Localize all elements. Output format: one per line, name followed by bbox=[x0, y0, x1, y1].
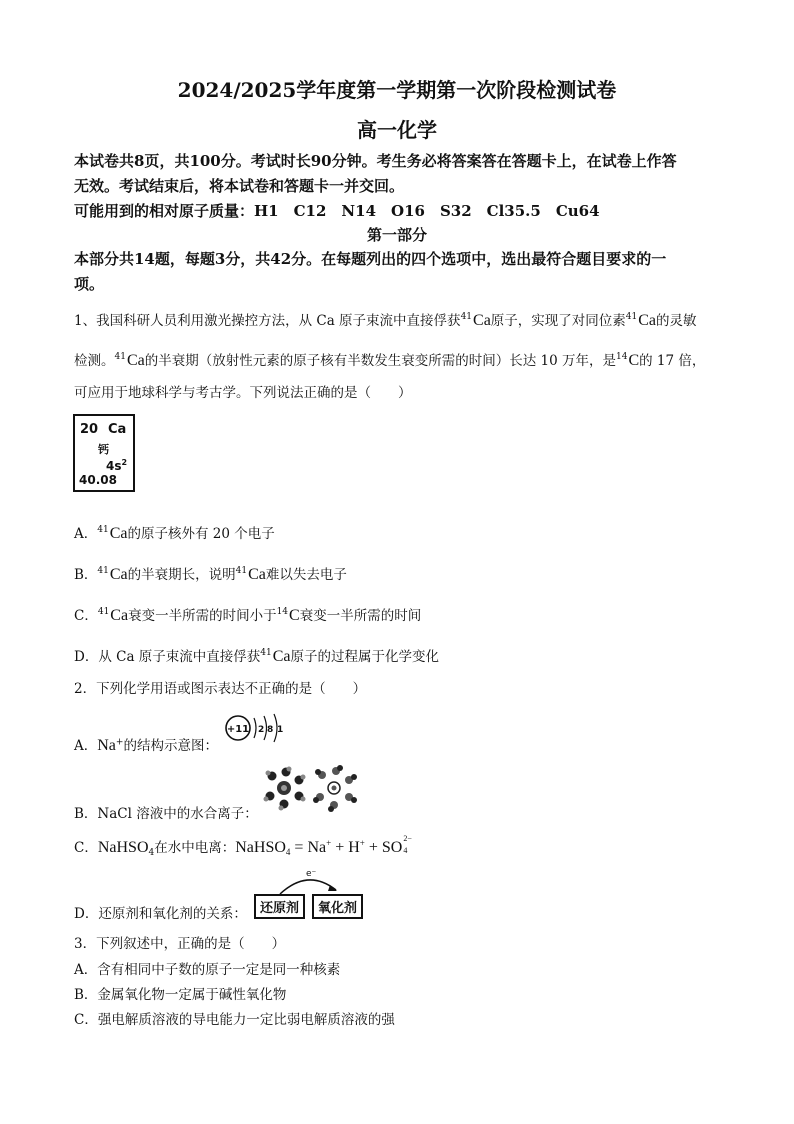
atomic-number: 20 bbox=[80, 422, 99, 437]
q3-option-b[interactable]: B．金属氧化物一定属于碱性氧化物 bbox=[74, 987, 287, 1003]
oxidant-box: 氧化剂 bbox=[312, 894, 363, 919]
c-symbol: C bbox=[628, 352, 640, 369]
ca-symbol: Ca bbox=[110, 607, 129, 624]
option-text: 的原子核外有 20 个电子 bbox=[127, 526, 275, 542]
equation-part: NaHSO bbox=[235, 839, 286, 856]
exam-subject: 高一化学 bbox=[357, 118, 437, 142]
instructions-line-2: 无效。考试结束后，将本试卷和答题卡一并交回。 bbox=[74, 177, 405, 195]
q1-option-d[interactable] bbox=[74, 645, 439, 666]
sulfate-subscript: 4 bbox=[403, 846, 408, 855]
q2-stem: 2．下列化学用语或图示表达不正确的是（ ） bbox=[74, 681, 367, 697]
q1-stem-line-1 bbox=[74, 309, 697, 330]
q2-option-d[interactable]: D．还原剂和氧化剂的关系： bbox=[74, 906, 247, 922]
na-charge: + bbox=[115, 737, 124, 748]
ca-symbol: Ca bbox=[272, 648, 291, 665]
option-text: 衰变一半所需的时间小于 bbox=[128, 608, 277, 624]
iso-41: 41 bbox=[460, 312, 473, 322]
q3-option-c[interactable]: C．强电解质溶液的导电能力一定比弱电解质溶液的强 bbox=[74, 1012, 395, 1028]
hydrated-ions-diagram bbox=[262, 764, 360, 812]
formula: NaHSO bbox=[97, 839, 149, 856]
subscript: 4 bbox=[285, 847, 291, 857]
ca-symbol: Ca bbox=[109, 566, 128, 583]
equation-part: + H bbox=[331, 839, 360, 856]
q1-l1b: 原子，实现了对同位素 bbox=[490, 313, 626, 329]
q3-stem: 3．下列叙述中，正确的是（ ） bbox=[74, 936, 286, 952]
atomic-mass: 40.08 bbox=[79, 473, 117, 487]
ca-symbol: Ca bbox=[126, 352, 145, 369]
iso-14: 14 bbox=[276, 607, 289, 617]
q1-l2b: 的半衰期（放射性元素的原子核有半数发生衰变所需的时间）长达 10 万年，是 bbox=[144, 353, 616, 369]
charge: + bbox=[359, 838, 365, 848]
ca-symbol: Ca bbox=[638, 312, 657, 329]
option-text: D．从 Ca 原子束流中直接俘获 bbox=[74, 649, 261, 665]
option-label: C． bbox=[74, 840, 98, 856]
element-name: 钙 bbox=[98, 443, 109, 456]
option-label: A． bbox=[74, 526, 98, 542]
shell-1-count: 2 bbox=[258, 725, 265, 735]
option-text: 原子的过程属于化学变化 bbox=[290, 649, 440, 665]
config-main: 4s bbox=[106, 459, 122, 473]
iso-41: 41 bbox=[97, 566, 109, 576]
ca-symbol: Ca bbox=[473, 312, 491, 329]
sulfate-charge-stack bbox=[402, 834, 414, 855]
shell-3-count: 1 bbox=[277, 725, 284, 735]
option-text: 在水中电离： bbox=[154, 840, 236, 856]
q1-stem-line-3: 可应用于地球科学与考古学。下列说法正确的是（ ） bbox=[74, 385, 412, 401]
option-label: C． bbox=[74, 608, 98, 624]
q1-l2a: 检测。 bbox=[74, 353, 115, 369]
q2-option-a[interactable] bbox=[74, 734, 218, 755]
option-text: 的半衰期长，说明 bbox=[127, 567, 236, 583]
q1-option-a[interactable] bbox=[74, 522, 275, 543]
subscript: 4 bbox=[148, 848, 155, 858]
q1-option-b[interactable] bbox=[74, 563, 347, 584]
c-symbol: C bbox=[289, 607, 300, 624]
iso-41: 41 bbox=[625, 312, 638, 322]
hydrated-cation bbox=[264, 767, 306, 811]
instructions-line-1: 本试卷共8页，共100分。考试时长90分钟。考生务必将答案答在答题卡上，在试卷上作答 bbox=[74, 152, 677, 170]
q2-option-c[interactable] bbox=[74, 836, 414, 858]
ca-symbol: Ca bbox=[248, 566, 266, 583]
sulfate-charge: 2− bbox=[403, 834, 412, 843]
nucleus-charge: +11 bbox=[226, 724, 250, 735]
option-text: 难以失去电子 bbox=[265, 567, 347, 583]
shell-2-count: 8 bbox=[267, 725, 274, 735]
ca-symbol: Ca bbox=[109, 525, 128, 542]
charge: + bbox=[326, 838, 332, 848]
q1-stem-line-2 bbox=[74, 349, 705, 370]
electron-transfer-arrow bbox=[252, 866, 364, 896]
part-desc-line-1: 本部分共14题，每题3分，共42分。在每题列出的四个选项中，选出最符合题目要求的一 bbox=[74, 250, 667, 268]
hydrated-anion bbox=[313, 765, 357, 812]
electron-config bbox=[106, 458, 127, 473]
q1-l1a: 1、我国科研人员利用激光操控方法，从 Ca 原子束流中直接俘获 bbox=[74, 313, 461, 329]
iso-41: 41 bbox=[114, 352, 126, 362]
calcium-element-card bbox=[73, 414, 135, 492]
na-symbol: Na bbox=[97, 737, 116, 754]
electron-label: e⁻ bbox=[306, 869, 317, 879]
q3-option-a[interactable]: A．含有相同中子数的原子一定是同一种核素 bbox=[74, 962, 341, 978]
q1-l2c: 的 17 倍， bbox=[639, 353, 706, 369]
equation-part: + SO bbox=[364, 839, 403, 856]
part-desc-line-2: 项。 bbox=[74, 275, 105, 293]
part-heading: 第一部分 bbox=[366, 226, 427, 244]
iso-41: 41 bbox=[235, 566, 248, 576]
q2-option-b[interactable]: B．NaCl 溶液中的水合离子： bbox=[74, 806, 258, 822]
element-symbol: Ca bbox=[108, 422, 127, 437]
sodium-atom-structure-diagram bbox=[222, 710, 284, 750]
reductant-box: 还原剂 bbox=[254, 894, 305, 919]
option-label: A． bbox=[74, 738, 98, 754]
q1-option-c[interactable] bbox=[74, 604, 421, 625]
option-text: 衰变一半所需的时间 bbox=[299, 608, 422, 624]
exam-title: 2024/2025学年度第一学期第一次阶段检测试卷 bbox=[177, 78, 617, 102]
iso-14: 14 bbox=[616, 352, 628, 362]
option-label: B． bbox=[74, 567, 98, 583]
q1-l1c: 的灵敏 bbox=[656, 313, 697, 329]
config-exp: 2 bbox=[121, 458, 128, 467]
atomic-masses: 可能用到的相对原子质量：H1 C12 N14 O16 S32 Cl35.5 Cu64 bbox=[74, 202, 600, 220]
iso-41: 41 bbox=[260, 648, 272, 658]
equation bbox=[235, 834, 414, 857]
iso-41: 41 bbox=[97, 607, 110, 617]
equation-part: = Na bbox=[290, 839, 327, 856]
iso-41: 41 bbox=[97, 525, 109, 535]
option-text: 的结构示意图： bbox=[123, 738, 218, 754]
